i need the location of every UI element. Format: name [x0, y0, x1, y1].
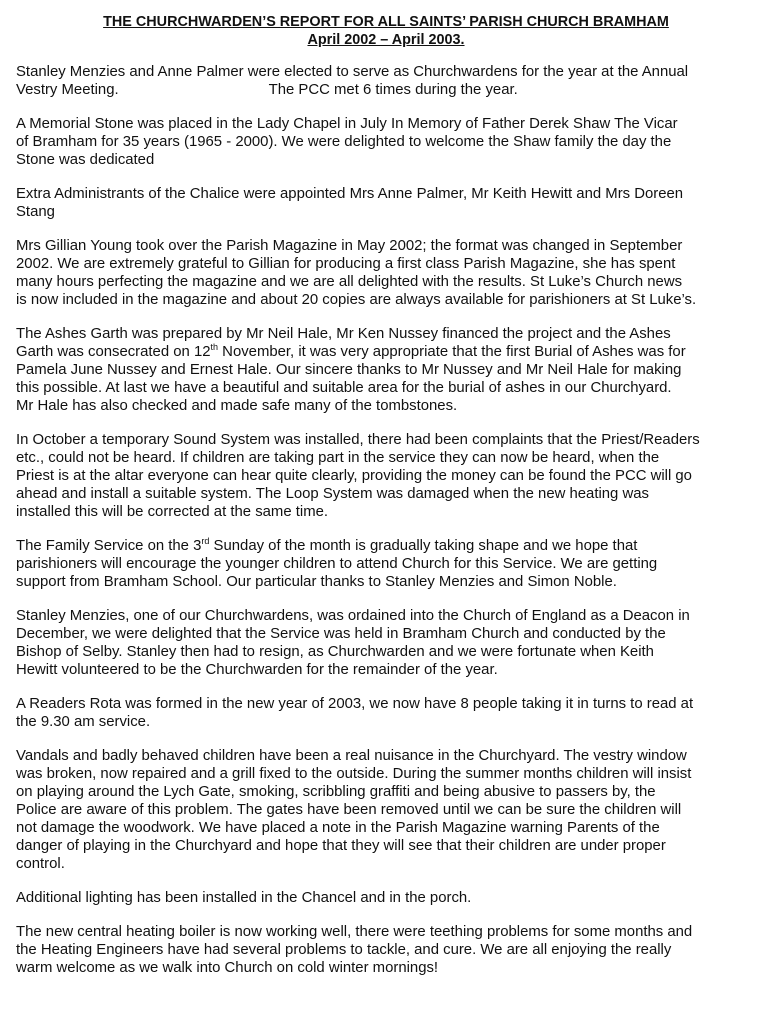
text-line: The Ashes Garth was prepared by Mr Neil Hale, Mr Ken Nussey financed the project and the Ashes [16, 326, 671, 342]
text-fragment: Sunday of the month is gradually taking shape and we hope that [209, 538, 638, 554]
paragraph-parish-magazine [16, 237, 756, 309]
paragraph-ordination [16, 607, 756, 679]
text-line: A Readers Rota was formed in the new year of 2003, we now have 8 people taking it in turns to read at [16, 696, 694, 712]
text-line: Additional lighting has been installed in the Chancel and in the porch. [16, 890, 472, 906]
text-line: Police are aware of this problem. The gates have been removed until we can be sure the children will [16, 802, 682, 818]
text-line: Stang [16, 204, 55, 220]
text-line: Hewitt volunteered to be the Churchwarden for the remainder of the year. [16, 662, 498, 678]
text-fragment: The Family Service on the 3 [16, 538, 202, 554]
text-line: Bishop of Selby. Stanley then had to resign, as Churchwarden and we were fortunate when Keith [16, 644, 654, 660]
text-line: Stanley Menzies, one of our Churchwardens, was ordained into the Church of England as a Deacon in [16, 608, 690, 624]
text-line: danger of playing in the Churchyard and hope that they will see that their children are under proper [16, 838, 666, 854]
text-line: The new central heating boiler is now working well, there were teething problems for some months and [16, 924, 693, 940]
text-line: 2002. We are extremely grateful to Gillian for producing a first class Parish Magazine, she has spent [16, 256, 676, 272]
text-line: installed this will be corrected at the same time. [16, 504, 329, 520]
text-line [16, 537, 756, 555]
text-fragment: The PCC met 6 times during the year. [268, 82, 518, 98]
report-title [16, 13, 756, 49]
paragraph-chalice-administrants [16, 185, 756, 221]
text-line: the Heating Engineers have had several problems to tackle, and cure. We are all enjoying the really [16, 942, 672, 958]
text-line [16, 343, 756, 361]
paragraph-family-service [16, 537, 756, 591]
text-line: control. [16, 856, 65, 872]
superscript: th [210, 342, 219, 352]
text-line: Stanley Menzies and Anne Palmer were elected to serve as Churchwardens for the year at the Annual [16, 64, 689, 80]
text-line: warm welcome as we walk into Church on cold winter mornings! [16, 960, 439, 976]
paragraph-memorial-stone [16, 115, 756, 169]
text-line: Pamela June Nussey and Ernest Hale. Our sincere thanks to Mr Nussey and Mr Neil Hale for making [16, 362, 682, 378]
text-line: Mr Hale has also checked and made safe many of the tombstones. [16, 398, 458, 414]
paragraph-heating-boiler [16, 923, 756, 977]
text-line: Priest is at the altar everyone can hear quite clearly, providing the money can be found the PCC will go [16, 468, 692, 484]
title-line-2: April 2002 – April 2003. [307, 32, 465, 48]
text-line: not damage the woodwork. We have placed a note in the Parish Magazine warning Parents of the [16, 820, 660, 836]
text-line: this possible. At last we have a beautiful and suitable area for the burial of ashes in our Churchyard. [16, 380, 672, 396]
text-line: December, we were delighted that the Service was held in Bramham Church and conducted by the [16, 626, 666, 642]
text-fragment: November, it was very appropriate that the first Burial of Ashes was for [218, 344, 686, 360]
paragraph-ashes-garth [16, 325, 756, 415]
text-line: of Bramham for 35 years (1965 - 2000). We were delighted to welcome the Shaw family the day the [16, 134, 672, 150]
text-fragment: Vestry Meeting. [16, 82, 119, 98]
text-line: Stone was dedicated [16, 152, 155, 168]
text-line: ahead and install a suitable system. The Loop System was damaged when the new heating was [16, 486, 649, 502]
text-line: on playing around the Lych Gate, smoking, scribbling graffiti and being abusive to passers by, the [16, 784, 656, 800]
text-line: was broken, now repaired and a grill fixed to the outside. During the summer months children will insist [16, 766, 692, 782]
paragraph-readers-rota [16, 695, 756, 731]
text-line [16, 81, 756, 99]
text-line: Extra Administrants of the Chalice were appointed Mrs Anne Palmer, Mr Keith Hewitt and Mrs Doreen [16, 186, 684, 202]
text-line: etc., could not be heard. If children are taking part in the service they can now be heard, when the [16, 450, 660, 466]
text-line: support from Bramham School. Our particular thanks to Stanley Menzies and Simon Noble. [16, 574, 617, 590]
text-line: Mrs Gillian Young took over the Parish Magazine in May 2002; the format was changed in September [16, 238, 683, 254]
text-line: A Memorial Stone was placed in the Lady Chapel in July In Memory of Father Derek Shaw The Vicar [16, 116, 678, 132]
text-line: is now included in the magazine and about 20 copies are always available for parishioners at St Luke’s. [16, 292, 697, 308]
text-fragment: Garth was consecrated on 12 [16, 344, 211, 360]
text-line: the 9.30 am service. [16, 714, 151, 730]
title-line-1: THE CHURCHWARDEN’S REPORT FOR ALL SAINTS’ PARISH CHURCH BRAMHAM [103, 14, 669, 30]
text-line: parishioners will encourage the younger children to attend Church for this Service. We are getting [16, 556, 658, 572]
text-line: In October a temporary Sound System was installed, there had been complaints that the Priest/Readers [16, 432, 700, 448]
text-line: Vandals and badly behaved children have been a real nuisance in the Churchyard. The vestry window [16, 748, 687, 764]
paragraph-churchwardens-elected [16, 63, 756, 99]
superscript: rd [201, 536, 210, 546]
paragraph-lighting [16, 889, 756, 907]
paragraph-vandals [16, 747, 756, 873]
paragraph-sound-system [16, 431, 756, 521]
text-line: many hours perfecting the magazine and we are all delighted with the results. St Luke’s Church news [16, 274, 683, 290]
